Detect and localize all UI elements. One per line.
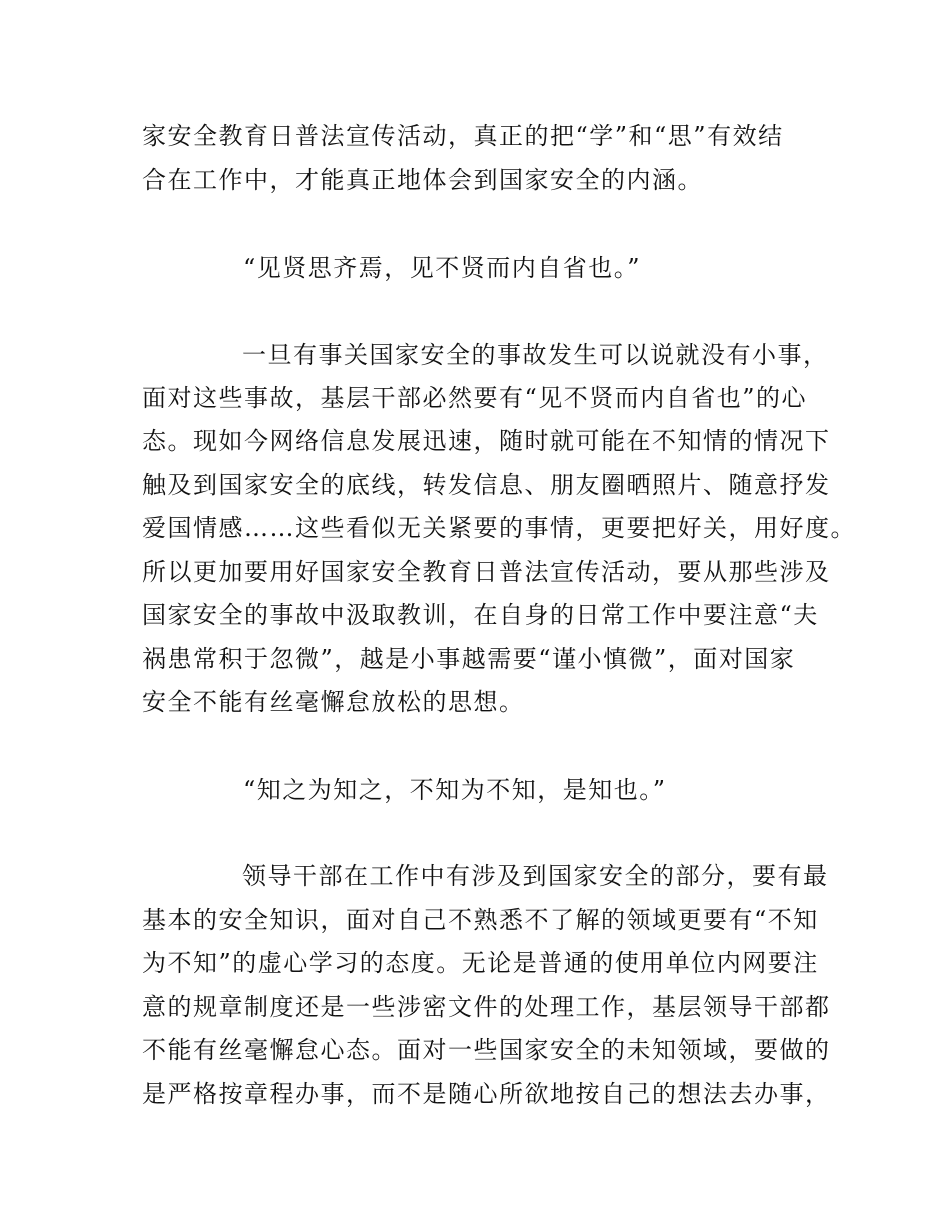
paragraph-3-line-5: 不能有丝毫懈怠心态。面对一些国家安全的未知领域，要做的 (142, 1036, 831, 1064)
paragraph-3-line-3: 为不知”的虚心学习的态度。无论是普通的使用单位内网要注 (142, 949, 819, 977)
paragraph-2-line-9: 安全不能有丝毫懈怠放松的思想。 (142, 688, 525, 716)
paragraph-2-line-5: 爱国情感……这些看似无关紧要的事情，更要把好关，用好度。 (142, 514, 856, 542)
paragraph-2-line-1: 一旦有事关国家安全的事故发生可以说就没有小事， (242, 341, 829, 369)
paragraph-3-line-4: 意的规章制度还是一些涉密文件的处理工作，基层领导干部都 (142, 993, 831, 1021)
paragraph-2-line-8: 祸患常积于忽微”，越是小事越需要“谨小慎微”，面对国家 (142, 645, 796, 673)
paragraph-2-line-7: 国家安全的事故中汲取教训，在自身的日常工作中要注意“夫 (142, 601, 819, 629)
quote-heading-2: “知之为知之，不知为不知，是知也。” (243, 776, 667, 804)
paragraph-2-line-3: 态。现如今网络信息发展迅速，随时就可能在不知情的情况下 (142, 427, 831, 455)
paragraph-2-line-4: 触及到国家安全的底线，转发信息、朋友圈晒照片、随意抒发 (142, 471, 831, 499)
paragraph-3-line-2: 基本的安全知识，面对自己不熟悉不了解的领域更要有“不知 (142, 906, 819, 934)
paragraph-3-line-1: 领导干部在工作中有涉及到国家安全的部分，要有最 (242, 862, 829, 890)
paragraph-2-line-2: 面对这些事故，基层干部必然要有“见不贤而内自省也”的心 (142, 384, 808, 412)
paragraph-1-line-2: 合在工作中，才能真正地体会到国家安全的内涵。 (142, 166, 703, 194)
paragraph-2-line-6: 所以更加要用好国家安全教育日普法宣传活动，要从那些涉及 (142, 558, 831, 586)
paragraph-1-line-1: 家安全教育日普法宣传活动，真正的把“学”和“思”有效结 (142, 122, 784, 150)
paragraph-3-line-6: 是严格按章程办事，而不是随心所欲地按自己的想法去办事， (142, 1080, 831, 1108)
quote-heading-1: “见贤思齐焉，见不贤而内自省也。” (243, 254, 642, 282)
